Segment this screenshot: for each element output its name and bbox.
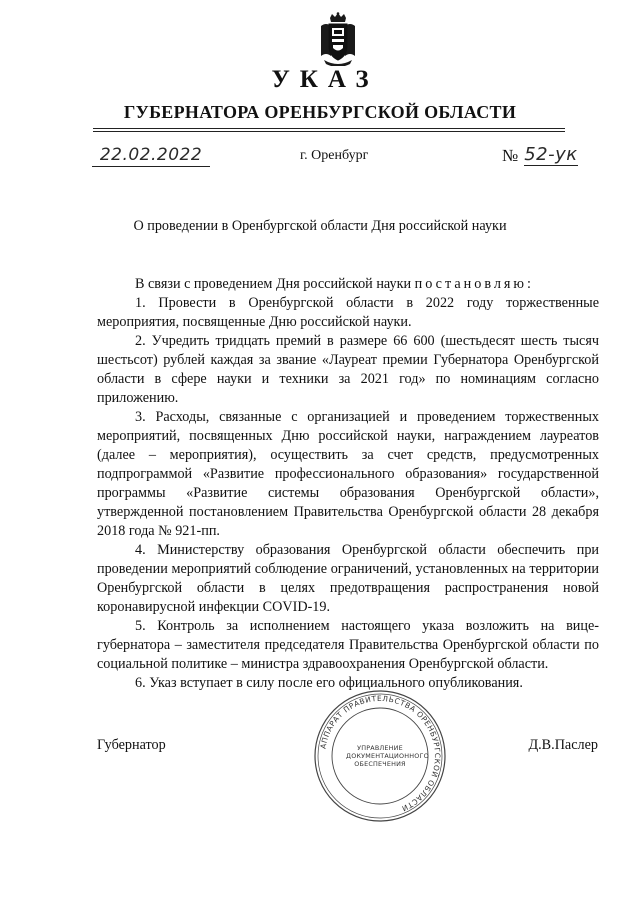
seal-ring-text: АППАРАТ ПРАВИТЕЛЬСТВА ОРЕНБУРГСКОЙ ОБЛАСТИ [318,693,443,814]
decree-item-5: 5. Контроль за исполнением настоящего указа возложить на вице-губернатора – заместителя председателя Правительства Оренбургской области по социальной политике – министра здравоохранения Оренбургской области. [97,618,599,672]
decree-item-4: 4. Министерству образования Оренбургской области обеспечить при проведении мероприятий соблюдение ограничений, установленных на территории Оренбургской области в целях предотвращения распространения новой коронавирусной инфекции COVID-19. [97,542,599,615]
decree-item-6: 6. Указ вступает в силу после его официального опубликования. [135,675,523,691]
decree-item-1: 1. Провести в Оренбургской области в 2022 году торжественные мероприятия, посвященные Дню российской науки. [97,295,599,330]
seal-center-text [346,744,429,768]
coat-of-arms-icon [318,12,358,66]
intro-decree-word: постановляю [414,276,528,292]
seal-line-3: ОБЕСПЕЧЕНИЯ [354,760,406,768]
decree-intro [97,275,599,294]
decree-item-3: 3. Расходы, связанные с организацией и проведением торжественных мероприятий, посвященных Дню российской науки, награждением лауреатов (далее – мероприятия), осуществить за счет средств, предусмотренных подпрограммой «Развитие профессионального образования» государственной программы «Развитие системы образования Оренбургской области», утвержденной постановлением Правительства Оренбургской области 28 декабря 2018 года № 921-пп. [97,409,599,539]
intro-lead: В связи с проведением Дня российской науки [135,276,415,292]
decree-item-2: 2. Учредить тридцать премий в размере 66 600 (шестьдесят шесть тысяч шестьсот) рублей каждая за звание «Лауреат премии Губернатора Оренбургской области в сфере науки и техники за 2021 год» по номинациям согласно приложению. [97,333,599,406]
decree-date: 22.02.2022 [92,145,210,167]
seal-line-1: УПРАВЛЕНИЕ [357,744,403,752]
decree-number-block [502,145,578,166]
document-title: УКАЗ [271,66,379,93]
decree-subject: О проведении в Оренбургской области Дня российской науки [133,218,507,234]
document-subtitle: ГУБЕРНАТОРА ОРЕНБУРГСКОЙ ОБЛАСТИ [123,102,517,122]
signatory-position: Губернатор [97,737,166,753]
number-sign: № [502,146,519,165]
decree-city: г. Оренбург [300,148,369,163]
official-seal [312,688,448,824]
decree-number: 52-ук [524,144,578,165]
signatory-name: Д.В.Паслер [528,737,598,753]
intro-end: : [527,276,531,292]
decree-body [97,275,599,693]
header-divider-thin [93,131,565,132]
header-divider [93,128,565,129]
seal-line-2: ДОКУМЕНТАЦИОННОГО [346,752,429,760]
